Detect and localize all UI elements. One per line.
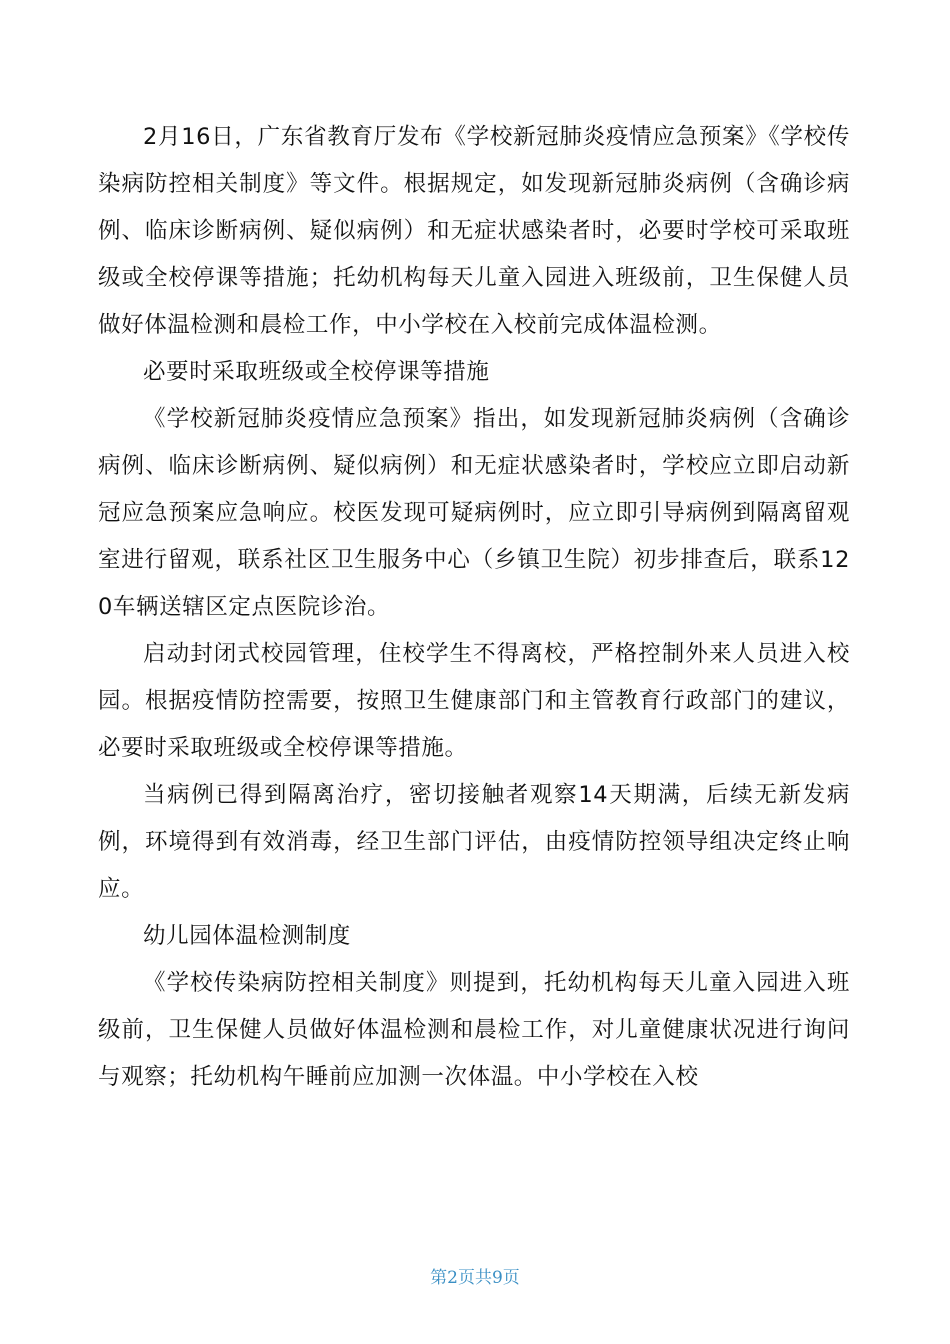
- paragraph-emergency-plan: 《学校新冠肺炎疫情应急预案》指出，如发现新冠肺炎病例（含确诊病例、临床诊断病例、疑似病例）和无症状感染者时，学校应立即启动新冠应急预案应急响应。校医发现可疑病例时，应立即引导病例到隔离留观室进行留观，联系社区卫生服务中心（乡镇卫生院）初步排查后，联系120车辆送辖区定点医院诊治。: [98, 406, 850, 620]
- section-heading-temperature: 幼儿园体温检测制度: [143, 923, 351, 949]
- page-number-footer: 第2页共9页: [430, 1268, 520, 1288]
- paragraph-intro: 2月16日，广东省教育厅发布《学校新冠肺炎疫情应急预案》《学校传染病防控相关制度》等文件。根据规定，如发现新冠肺炎病例（含确诊病例、临床诊断病例、疑似病例）和无症状感染者时，必要时学校可采取班级或全校停课等措施；托幼机构每天儿童入园进入班级前，卫生保健人员做好体温检测和晨检工作，中小学校在入校前完成体温检测。: [98, 124, 850, 338]
- paragraph-closed-management: 启动封闭式校园管理，住校学生不得离校，严格控制外来人员进入校园。根据疫情防控需要，按照卫生健康部门和主管教育行政部门的建议，必要时采取班级或全校停课等措施。: [98, 641, 850, 761]
- paragraph-termination: 当病例已得到隔离治疗，密切接触者观察14天期满，后续无新发病例，环境得到有效消毒，经卫生部门评估，由疫情防控领导组决定终止响应。: [98, 782, 850, 902]
- document-body: [98, 114, 850, 1101]
- section-heading-suspension: 必要时采取班级或全校停课等措施: [143, 359, 490, 385]
- paragraph-kindergarten: 《学校传染病防控相关制度》则提到，托幼机构每天儿童入园进入班级前，卫生保健人员做好体温检测和晨检工作，对儿童健康状况进行询问与观察；托幼机构午睡前应加测一次体温。中小学校在入校: [98, 970, 850, 1090]
